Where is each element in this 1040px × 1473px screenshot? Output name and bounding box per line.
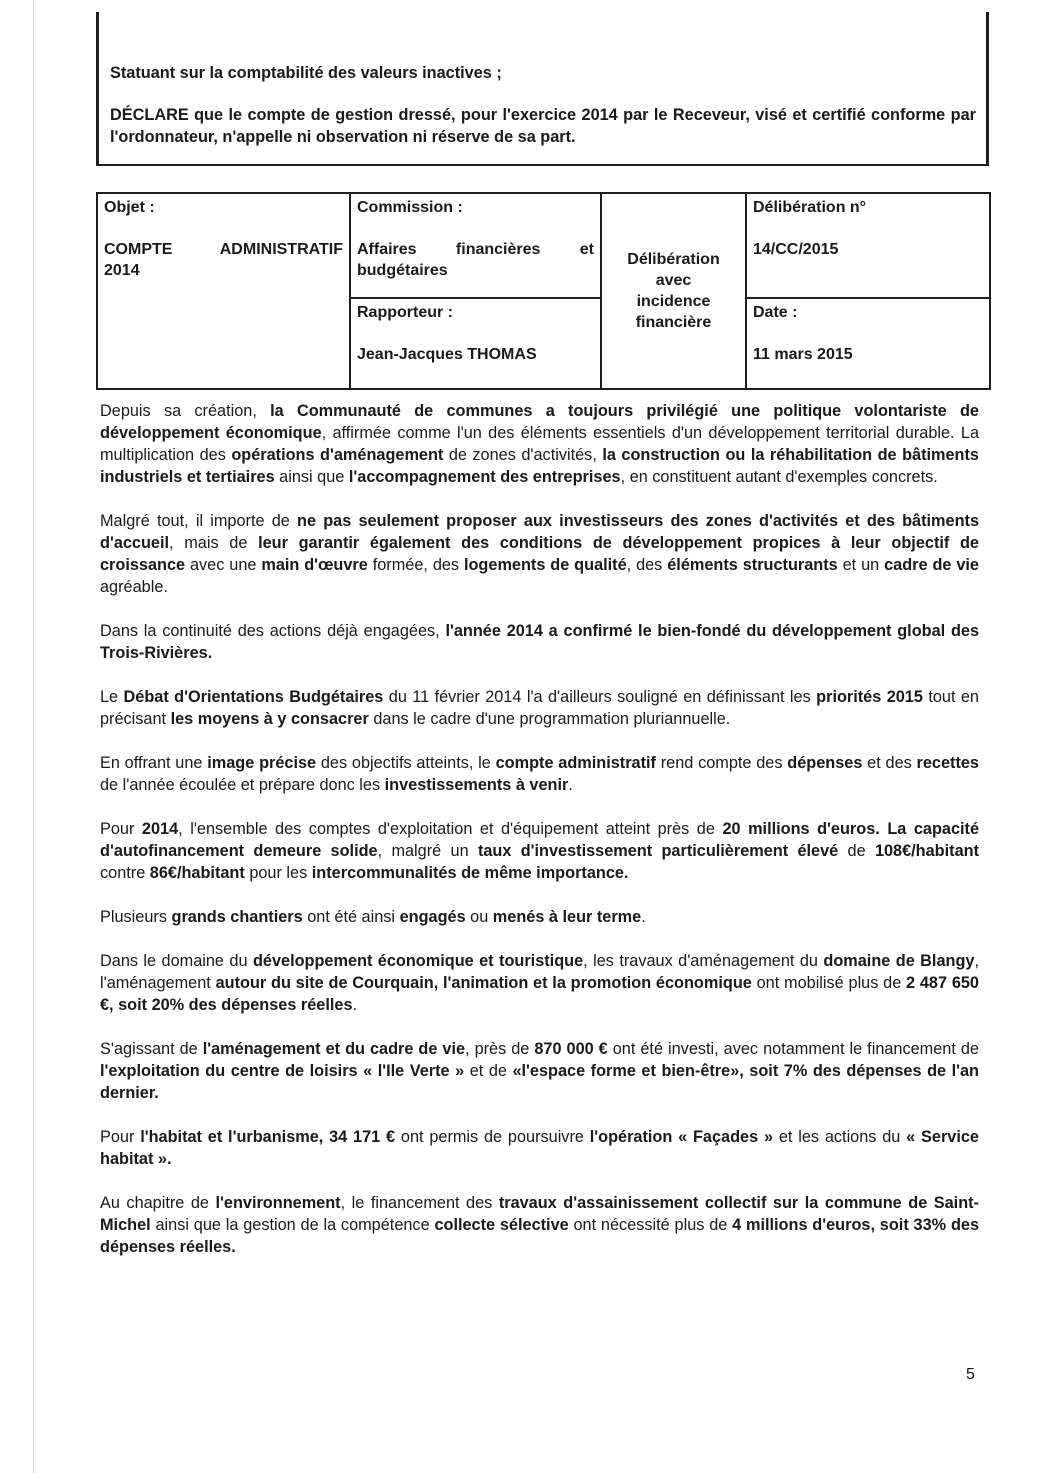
paragraph [100, 510, 979, 598]
bold-run: «l'espace forme et bien-être», soit 7% des dépenses de l'an dernier. [100, 1062, 980, 1102]
text-run: , mais de [169, 534, 259, 552]
previous-deliberation-box [96, 12, 989, 166]
text-run: ont été investi, avec notamment le financement de [607, 1040, 979, 1058]
scan-margin-line [33, 0, 34, 1473]
bold-run: l'opération « Façades » [589, 1128, 774, 1146]
text-run: formée, des [367, 556, 464, 574]
text-run: ont nécessité plus de [568, 1216, 733, 1234]
commission-value-line2: budgétaires [357, 262, 448, 279]
bold-run: compte administratif [495, 754, 656, 772]
text-run: En offrant une [100, 754, 208, 772]
report-body [100, 400, 979, 1280]
numero-label: Délibération n° [753, 199, 867, 216]
bold-run: engagés [399, 908, 466, 926]
deliberation-type-line: avec [655, 272, 692, 289]
objet-label: Objet : [104, 199, 155, 216]
bold-run: collecte sélective [434, 1216, 569, 1234]
bold-run: éléments structurants [667, 556, 838, 574]
text-run: . [641, 908, 646, 926]
text-run: S'agissant de [100, 1040, 203, 1058]
bold-run: l'environnement [215, 1194, 341, 1212]
text-run: ou [465, 908, 493, 926]
objet-value-year: 2014 [104, 262, 140, 279]
text-run: , des [626, 556, 668, 574]
text-run: ont été ainsi [302, 908, 400, 926]
text-run: agréable. [100, 578, 168, 596]
paragraph [100, 752, 979, 796]
rapporteur-value: Jean-Jacques THOMAS [357, 346, 537, 363]
text-run: avec une [185, 556, 262, 574]
numero-cell [746, 193, 990, 298]
bold-run: l'habitat et l'urbanisme, 34 171 € [140, 1128, 396, 1146]
commission-cell [350, 193, 601, 298]
bold-run: la construction ou la réhabilitation de bâtiments industriels et tertiaires [100, 446, 979, 486]
text-run: Au chapitre de [100, 1194, 216, 1212]
bold-run: l'aménagement et du cadre de vie [202, 1040, 466, 1058]
bold-run: domaine de Blangy [823, 952, 975, 970]
text-run: Plusieurs [100, 908, 172, 926]
bold-run: intercommunalités de même importance. [311, 864, 629, 882]
text-run: et un [837, 556, 885, 574]
page-number: 5 [966, 1366, 975, 1383]
bold-run: opérations d'aménagement [231, 446, 444, 464]
text-run: Pour [100, 1128, 141, 1146]
paragraph [100, 686, 979, 730]
bold-run: Débat d'Orientations Budgétaires [123, 688, 384, 706]
bold-run: développement économique et touristique [252, 952, 584, 970]
bold-run: 108€/habitant [874, 842, 979, 860]
text-run: de zones d'activités, [443, 446, 603, 464]
text-run: et les actions du [773, 1128, 907, 1146]
text-run: , en constituent autant d'exemples concrets. [620, 468, 938, 486]
paragraph [100, 1192, 979, 1258]
text-run: , malgré un [377, 842, 478, 860]
bold-run: La capacité d'autofinancement demeure solide [100, 820, 979, 860]
text-run: Le [100, 688, 124, 706]
bold-run: 2014 [141, 820, 179, 838]
bold-run: l'accompagnement des entreprises [348, 468, 621, 486]
paragraph [100, 1038, 979, 1104]
paragraph [100, 950, 979, 1016]
numero-value: 14/CC/2015 [753, 241, 839, 258]
date-label: Date : [753, 304, 798, 321]
bold-run: 86€/habitant [149, 864, 245, 882]
bold-run: autour du site de Courquain, l'animation et la promotion économique [215, 974, 752, 992]
text-run: ont permis de poursuivre [395, 1128, 590, 1146]
paragraph [100, 620, 979, 664]
date-value: 11 mars 2015 [753, 346, 853, 363]
paragraph [100, 1126, 979, 1170]
bold-run: recettes [916, 754, 979, 772]
bold-run: taux d'investissement particulièrement élevé [477, 842, 839, 860]
bold-run: travaux d'assainissement collectif sur la commune de Saint-Michel [100, 1194, 979, 1234]
text-run: de [838, 842, 875, 860]
text-run: , l'ensemble des comptes d'exploitation et d'équipement atteint près de [178, 820, 723, 838]
bold-run: cadre de vie [884, 556, 979, 574]
paragraph [100, 818, 979, 884]
bold-run: image précise [207, 754, 317, 772]
bold-run: menés à leur terme [492, 908, 642, 926]
text-run: des objectifs atteints, le [316, 754, 496, 772]
declare-line: DÉCLARE que le compte de gestion dressé, pour l'exercice 2014 par le Receveur, visé et certifié conforme par l'ordonnateur, n'appelle ni observation ni réserve de sa part. [110, 106, 976, 146]
text-run: , affirmée comme l'un des éléments essentiels d'un développement territorial durable. La multiplication des [100, 424, 979, 464]
paragraph [100, 906, 979, 928]
objet-value-word: COMPTE [104, 241, 173, 258]
text-run: . [568, 776, 573, 794]
deliberation-type-line: financière [635, 314, 712, 331]
bold-run: 4 millions d'euros, soit 33% des dépenses réelles. [100, 1216, 979, 1256]
commission-value-word: Affaires [357, 241, 417, 258]
bold-run: main d'œuvre [261, 556, 368, 574]
text-run: tout en précisant [100, 688, 979, 728]
text-run: contre [100, 864, 150, 882]
text-run: Depuis sa création, [100, 402, 271, 420]
text-run: et des [862, 754, 917, 772]
deliberation-metadata-table [96, 192, 991, 390]
bold-run: la Communauté de communes a toujours privilégié une politique volontariste de développement économique [100, 402, 979, 442]
text-run: Dans le domaine du [100, 952, 253, 970]
commission-value-line [357, 239, 594, 260]
text-run: Malgré tout, il importe de [100, 512, 298, 530]
deliberation-type-line: incidence [636, 293, 711, 310]
bold-run: l'exploitation du centre de loisirs « l'Ile Verte » [100, 1062, 465, 1080]
paragraph [100, 400, 979, 488]
bold-run: priorités 2015 [816, 688, 923, 706]
bold-run: les moyens à y consacrer [170, 710, 369, 728]
bold-run: l'année 2014 a confirmé le bien-fondé du développement global des Trois-Rivières. [100, 622, 979, 662]
bold-run: 2 487 650 €, soit 20% des dépenses réelles [100, 974, 979, 1014]
bold-run: investissements à venir [384, 776, 569, 794]
text-run: ont mobilisé plus de [751, 974, 907, 992]
text-run: . [352, 996, 358, 1014]
text-run: pour les [244, 864, 312, 882]
bold-run: grands chantiers [171, 908, 303, 926]
deliberation-type-line: Délibération [627, 251, 720, 268]
bold-run: ne pas seulement proposer aux investisseurs des zones d'activités et des bâtiments d'accueil [100, 512, 979, 552]
text-run: , l'aménagement [100, 952, 979, 992]
text-run: ainsi que la gestion de la compétence [150, 1216, 435, 1234]
rapporteur-label: Rapporteur : [357, 304, 453, 321]
bold-run: 20 millions d'euros. [722, 820, 880, 838]
text-run: , le financement des [340, 1194, 499, 1212]
commission-value-word: financières [455, 241, 541, 258]
objet-cell [97, 193, 350, 389]
text-run: et de [464, 1062, 513, 1080]
text-run: Dans la continuité des actions déjà engagées, [100, 622, 446, 640]
bold-run: 870 000 € [534, 1040, 608, 1058]
commission-label: Commission : [357, 199, 463, 216]
text-run: du 11 février 2014 l'a d'ailleurs souligné en définissant les [383, 688, 817, 706]
text-run: dans le cadre d'une programmation pluriannuelle. [368, 710, 731, 728]
bold-run: dépenses [787, 754, 863, 772]
date-cell [746, 298, 990, 389]
bold-run: logements de qualité [463, 556, 627, 574]
bold-run: « Service habitat ». [100, 1128, 979, 1168]
rapporteur-cell [350, 298, 601, 389]
objet-value-line [104, 239, 343, 260]
text-run: de l'année écoulée et prépare donc les [100, 776, 385, 794]
text-run: , près de [465, 1040, 535, 1058]
text-run: ainsi que [274, 468, 349, 486]
statuant-line: Statuant sur la comptabilité des valeurs inactives ; [110, 64, 502, 82]
objet-value-word: ADMINISTRATIF [219, 241, 343, 258]
text-run: Pour [100, 820, 142, 838]
text-run: , les travaux d'aménagement du [583, 952, 824, 970]
text-run: rend compte des [655, 754, 788, 772]
commission-value-word: et [579, 241, 594, 258]
deliberation-type-cell [601, 193, 746, 389]
bold-run: leur garantir également des conditions de développement propices à leur objectif de croissance [100, 534, 979, 574]
